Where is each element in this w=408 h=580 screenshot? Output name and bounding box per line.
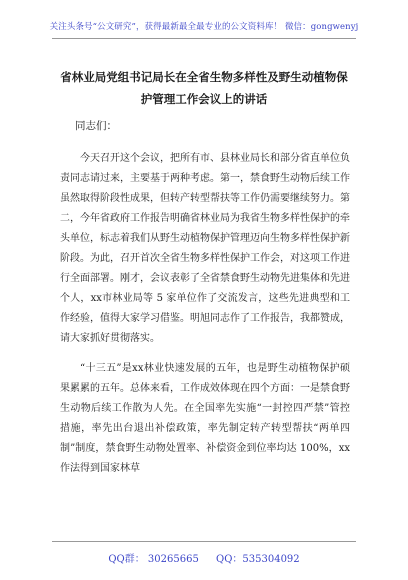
document-body xyxy=(60,149,350,479)
paragraph-2: “十三五”是xx林业快速发展的五年，也是野生动植物保护硕果累累的五年。总体来看，工作成效体现在四个方面：一是禁食野生动物后续工作散为人先。在全国率先实施“一封控四严禁”管控措施，率先出台退出补偿政策，率先制定转产转型帮扶“两单四制”制度，禁食野生动物处置率、补偿资金到位率均达 100%，xx作法得到国家林草 xyxy=(60,363,350,474)
header-divider xyxy=(52,38,356,39)
footer-divider xyxy=(52,541,356,542)
header-note: 关注头条号“公文研究”，获得最新最全最专业的公文资料库！ 微信：gongwenyj xyxy=(49,22,359,32)
salutation: 同志们： xyxy=(75,120,117,132)
footer-contact xyxy=(0,550,408,565)
footer-qq-group: QQ群： 30265665 xyxy=(108,554,199,565)
footer-qq: QQ：535304092 xyxy=(216,554,300,565)
document-title: 省林业局党组书记局长在全省生物多样性及野生动植物保护管理工作会议上的讲话 xyxy=(60,70,348,106)
paragraph-1: 今天召开这个会议，把所有市、县林业局长和部分省直单位负责同志请过来，主要基于两种考虑。第一，禁食野生动物后续工作虽然取得阶段性成果，但转产转型帮扶等工作仍需要继续努力。第二，今年省政府工作报告明确省林业局为我省生物多样性保护的牵头单位，标志着我们从野生动植物保护管理迈向生物多样性保护新阶段。为此，召开首次全省生物多样性保护工作会，对这项工作进行全面部署。刚才，会议表彰了全省禁食野生动物先进集体和先进个人，xx市林业局等 5 家单位作了交流发言，这些先进典型和工作经验，值得大家学习借鉴。明旭同志作了工作报告，我都赞成，请大家抓好贯彻落实。 xyxy=(60,153,350,344)
